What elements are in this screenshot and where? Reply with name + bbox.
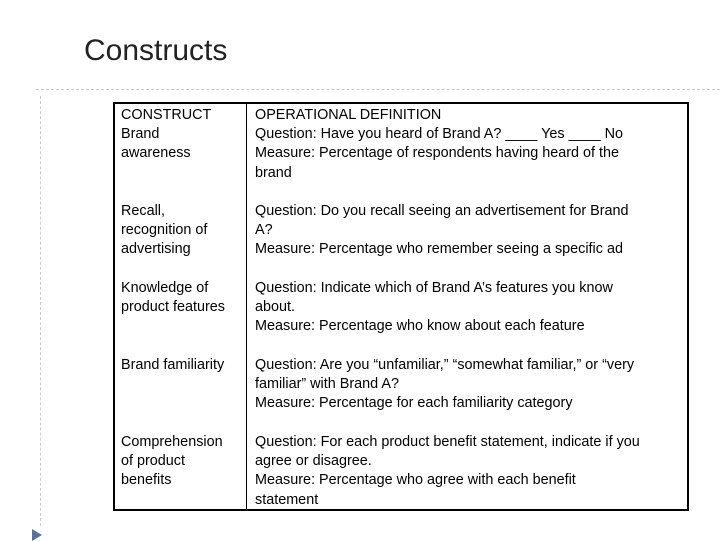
definition-line: Question: Do you recall seeing an advertisement for Brand (255, 203, 629, 219)
header-definition: OPERATIONAL DEFINITION (255, 107, 442, 123)
definition-line: Question: For each product benefit statement, indicate if you (255, 434, 640, 450)
definition-cell (255, 202, 683, 260)
definition-line: Question: Have you heard of Brand A? ____ Yes ____ No (255, 126, 624, 143)
construct-line: advertising (121, 241, 191, 258)
definition-line: Question: Are you “unfamiliar,” “somewhat familiar,” or “very (255, 357, 635, 373)
definition-line: Measure: Percentage who agree with each benefit (255, 472, 576, 489)
construct-line: Brand familiarity (121, 357, 225, 373)
definition-cell (255, 106, 683, 183)
construct-cell (121, 106, 243, 164)
header-construct: CONSTRUCT (121, 107, 212, 123)
construct-line: Knowledge of (121, 280, 209, 296)
definition-line: brand (255, 164, 292, 181)
construct-cell (121, 433, 243, 491)
construct-line: awareness (121, 145, 191, 162)
definition-line: Measure: Percentage of respondents having heard of the (255, 145, 620, 162)
definition-line: Question: Indicate which of Brand A’s features you know (255, 280, 613, 296)
next-slide-arrow-icon[interactable] (32, 529, 42, 541)
side-rule (40, 96, 41, 526)
construct-cell (121, 356, 243, 375)
definition-line: familiar” with Brand A? (255, 376, 399, 393)
definition-line: agree or disagree. (255, 453, 372, 470)
construct-line: Brand (121, 126, 160, 143)
construct-line: recognition of (121, 222, 208, 239)
construct-line: benefits (121, 472, 172, 489)
definition-line: Measure: Percentage who remember seeing a specific ad (255, 241, 623, 258)
construct-line: Recall, (121, 203, 165, 219)
definition-line: A? (255, 222, 273, 239)
construct-line: of product (121, 453, 185, 470)
slide-title: Constructs (84, 34, 228, 67)
definition-line: Measure: Percentage who know about each feature (255, 318, 585, 335)
construct-cell (121, 279, 243, 317)
definition-cell (255, 356, 683, 414)
definition-line: statement (255, 491, 319, 508)
construct-line: product features (121, 299, 225, 316)
definition-line: Measure: Percentage for each familiarity category (255, 395, 573, 412)
construct-line: Comprehension (121, 434, 223, 450)
construct-cell (121, 202, 243, 260)
definition-cell (255, 433, 683, 510)
definition-line: about. (255, 299, 296, 316)
definition-cell (255, 279, 683, 337)
title-divider (36, 89, 720, 90)
